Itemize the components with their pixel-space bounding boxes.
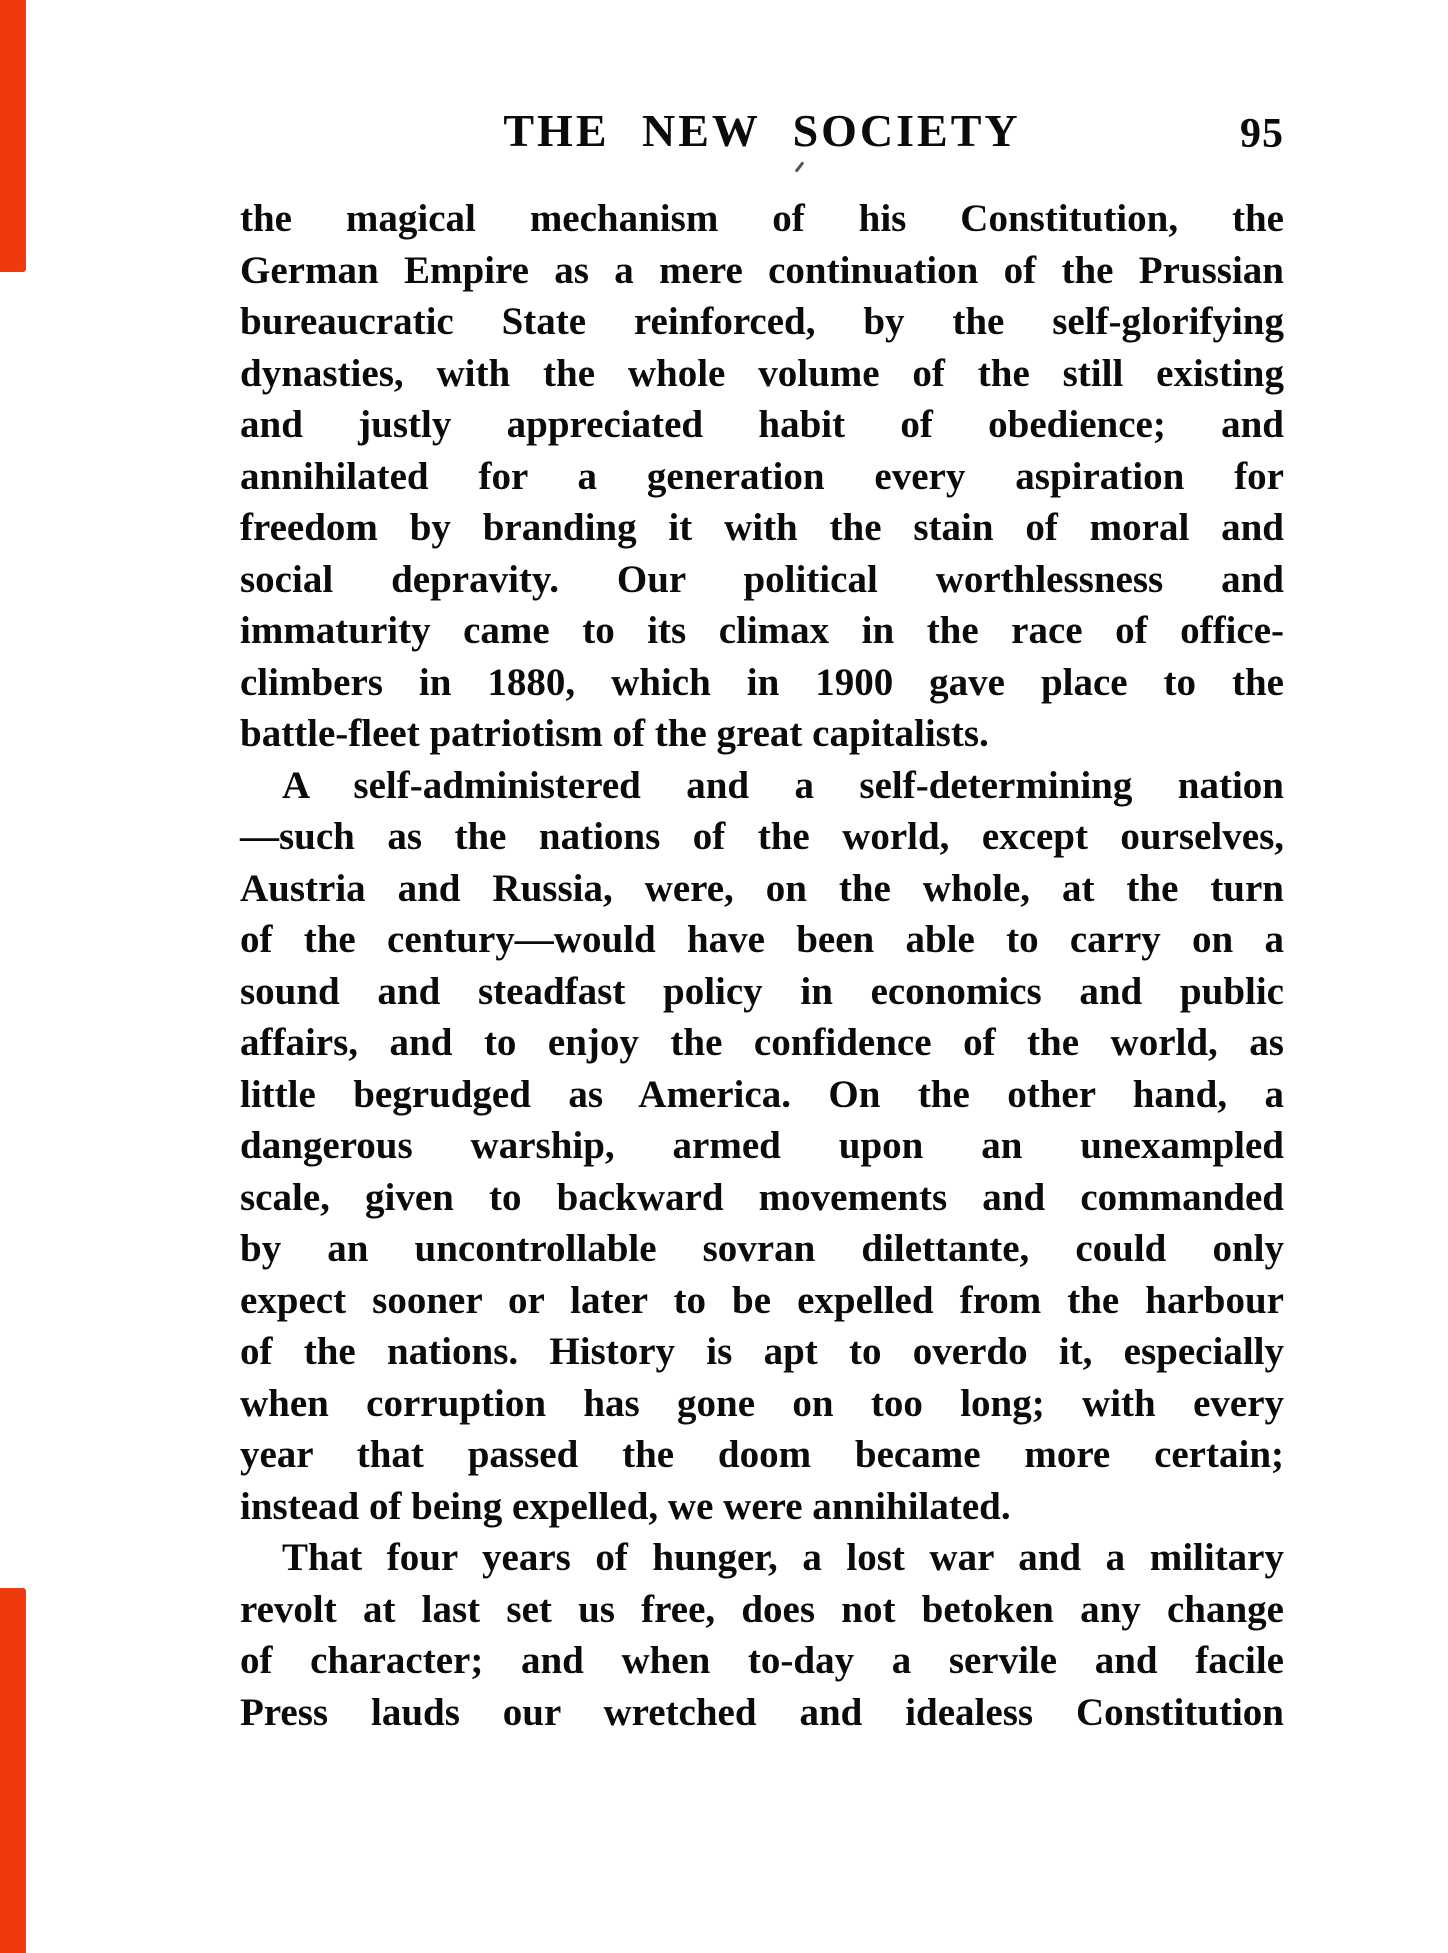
page-title: THE NEW SOCIETY — [503, 105, 1021, 156]
text-line: That four years of hunger, a lost war and a military — [282, 1536, 1284, 1579]
text-line: immaturity came to its climax in the race of office- — [240, 609, 1284, 652]
text-line: when corruption has gone on too long; with every — [240, 1381, 1284, 1425]
text-line: Austria and Russia, were, on the whole, at the turn — [240, 866, 1284, 910]
text-line: social depravity. Our political worthlessness and — [240, 557, 1284, 601]
text-line: scale, given to backward movements and commanded — [240, 1175, 1284, 1219]
text-line: A self-administered and a self-determining nation — [282, 763, 1284, 807]
text-line: —such as the nations of the world, except ourselves, — [240, 815, 1284, 858]
text-line: climbers in 1880, which in 1900 gave place to the — [240, 660, 1284, 704]
text-line: revolt at last set us free, does not betoken any change — [240, 1587, 1284, 1631]
text-line: affairs, and to enjoy the confidence of the world, as — [240, 1021, 1284, 1064]
scan-edge-artifact-top — [0, 0, 26, 272]
text-line: dangerous warship, armed upon an unexampled — [240, 1124, 1284, 1167]
text-line: dynasties, with the whole volume of the still existing — [240, 351, 1284, 395]
text-line: sound and steadfast policy in economics and public — [240, 969, 1284, 1013]
text-line: bureaucratic State reinforced, by the self-glorifying — [240, 300, 1284, 343]
running-header — [240, 106, 1284, 164]
text-line: of the century—would have been able to carry on a — [240, 918, 1284, 961]
text-line: the magical mechanism of his Constitution, the — [240, 197, 1284, 240]
text-line: by an uncontrollable sovran dilettante, could only — [240, 1227, 1284, 1270]
text-line: of character; and when to-day a servile and facile — [240, 1639, 1284, 1682]
text-line: expect sooner or later to be expelled from the harbour — [240, 1278, 1284, 1322]
text-line: year that passed the doom became more certain; — [240, 1433, 1284, 1476]
text-line: Press lauds our wretched and idealess Constitution — [240, 1690, 1284, 1734]
text-line: annihilated for a generation every aspiration for — [240, 454, 1284, 498]
text-line: German Empire as a mere continuation of the Prussian — [240, 248, 1284, 292]
page-number: 95 — [1240, 111, 1284, 157]
text-line: instead of being expelled, we were annihilated. — [240, 1484, 1011, 1528]
text-line: of the nations. History is apt to overdo it, especially — [240, 1330, 1284, 1373]
scan-edge-artifact-bottom — [0, 1588, 26, 1953]
text-line: little begrudged as America. On the other hand, a — [240, 1072, 1284, 1116]
text-line: and justly appreciated habit of obedience; and — [240, 403, 1284, 446]
text-line: battle-fleet patriotism of the great capitalists. — [240, 712, 989, 755]
page-body — [240, 193, 1284, 1738]
text-line: freedom by branding it with the stain of moral and — [240, 506, 1284, 549]
